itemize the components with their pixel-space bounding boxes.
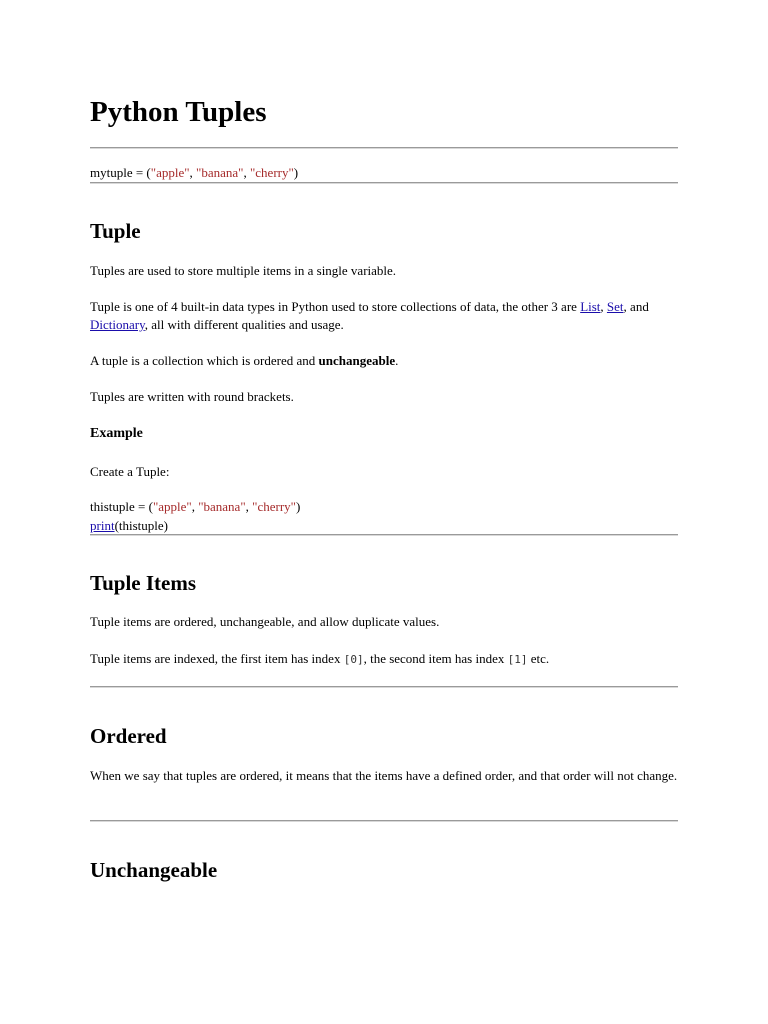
text-run: Tuple is one of 4 built-in data types in Python used to store collections of data, the other 3 are <box>90 299 581 314</box>
code-string: "apple" <box>152 499 192 514</box>
page-title: Python Tuples <box>90 96 267 128</box>
bold-text: unchangeable <box>318 353 396 368</box>
inline-code: [0] <box>343 653 364 666</box>
section-heading-tuple-items: Tuple Items <box>90 571 196 595</box>
dictionary-link[interactable]: Dictionary <box>90 317 145 332</box>
set-link[interactable]: Set <box>606 299 624 314</box>
divider <box>90 820 678 822</box>
text-run: , the second item has index <box>363 651 508 666</box>
paragraph: When we say that tuples are ordered, it means that the items have a defined order, and that order will not change. <box>90 768 678 783</box>
code-string: "cherry" <box>252 499 296 514</box>
divider <box>90 147 678 149</box>
section-heading-tuple: Tuple <box>90 219 141 243</box>
example-code-line <box>90 517 168 535</box>
example-intro: Create a Tuple: <box>90 464 170 479</box>
example-code-line <box>90 498 300 516</box>
text-run: etc. <box>527 651 550 666</box>
paragraph <box>90 352 678 370</box>
paragraph: Tuples are used to store multiple items in a single variable. <box>90 263 397 278</box>
text-run: A tuple is a collection which is ordered and <box>90 353 319 368</box>
divider <box>90 686 678 688</box>
text-run: , all with different qualities and usage. <box>144 317 344 332</box>
example-heading: Example <box>90 426 143 441</box>
code-text: , <box>245 499 253 514</box>
code-string: "banana" <box>196 165 244 180</box>
code-string: "cherry" <box>249 165 294 180</box>
section-heading-ordered: Ordered <box>90 724 167 748</box>
text-run: , <box>600 299 607 314</box>
inline-code: [1] <box>507 653 528 666</box>
code-string: "banana" <box>198 499 246 514</box>
intro-code-example <box>90 164 298 182</box>
paragraph <box>90 298 678 334</box>
print-function-link[interactable]: print <box>90 518 115 533</box>
code-text: mytuple = ( <box>90 165 151 180</box>
divider <box>90 534 678 536</box>
code-text: , <box>189 165 197 180</box>
code-text: , <box>191 499 199 514</box>
code-text: (thistuple) <box>114 518 168 533</box>
text-run: Tuple items are indexed, the first item has index <box>90 651 344 666</box>
code-text: ) <box>295 499 301 514</box>
code-text: ) <box>293 165 299 180</box>
paragraph: Tuples are written with round brackets. <box>90 389 294 404</box>
divider <box>90 182 678 184</box>
list-link[interactable]: List <box>580 299 601 314</box>
code-text: thistuple = ( <box>90 499 153 514</box>
paragraph <box>90 650 678 669</box>
section-heading-unchangeable: Unchangeable <box>90 858 218 882</box>
code-string: "apple" <box>150 165 190 180</box>
paragraph: Tuple items are ordered, unchangeable, and allow duplicate values. <box>90 614 440 629</box>
text-run: , and <box>623 299 649 314</box>
code-text: , <box>243 165 250 180</box>
text-run: . <box>395 353 399 368</box>
